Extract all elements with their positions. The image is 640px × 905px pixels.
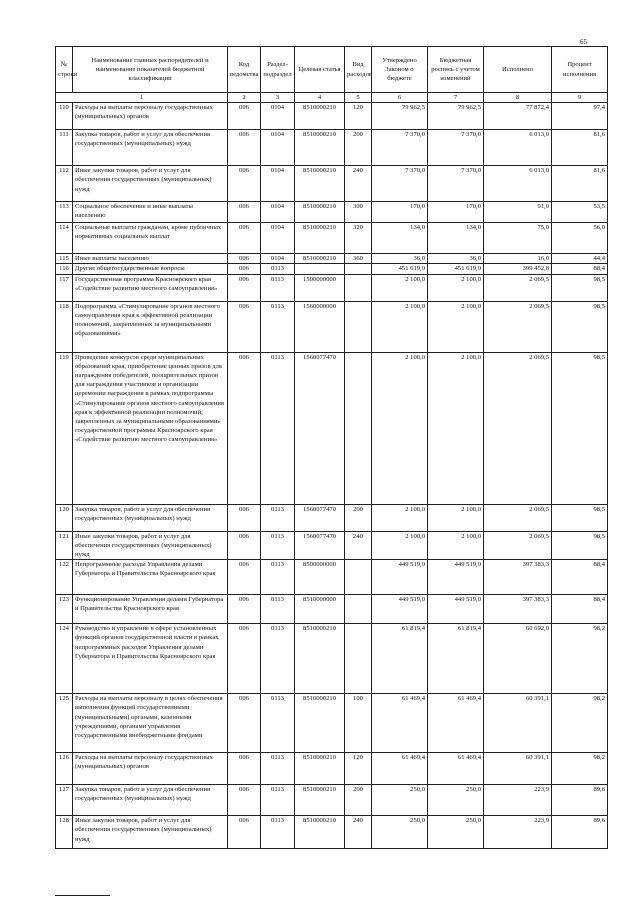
row-approved: 250,0 <box>372 816 428 849</box>
row-budget-schedule: 61 819,4 <box>428 624 484 694</box>
row-percent: 89,6 <box>552 816 608 849</box>
row-executed: 399 452,8 <box>484 264 552 274</box>
row-section: 0113 <box>261 753 295 785</box>
row-dept-code: 006 <box>228 103 261 130</box>
row-name: Закупка товаров, работ и услуг для обеспечения государственных (муниципальных) нужд <box>73 785 228 816</box>
row-percent: 98,2 <box>552 624 608 694</box>
row-percent: 98,5 <box>552 504 608 531</box>
row-target-item: 1560077470 <box>295 531 345 560</box>
row-name: Социальное обеспечение и иные выплаты населению <box>73 202 228 223</box>
row-percent: 98,5 <box>552 352 608 504</box>
table-row <box>56 274 608 301</box>
row-percent: 98,2 <box>552 753 608 785</box>
row-number: 112 <box>56 166 73 202</box>
row-expense-type: 200 <box>345 130 372 166</box>
row-target-item: 1560077470 <box>295 352 345 504</box>
row-name: Расходы на выплаты персоналу государственных (муниципальных) органов <box>73 753 228 785</box>
row-budget-schedule: 134,0 <box>428 223 484 254</box>
header-expense-type: Вид расходов <box>345 47 372 93</box>
row-section: 0113 <box>261 352 295 504</box>
row-number: 122 <box>56 560 73 595</box>
row-budget-schedule: 7 370,0 <box>428 130 484 166</box>
row-expense-type: 200 <box>345 785 372 816</box>
row-expense-type: 120 <box>345 753 372 785</box>
column-number: 9 <box>552 93 608 103</box>
row-name: Непрограммные расходы Управления делами Губернатора и Правительства Красноярского края <box>73 560 228 595</box>
row-name: Иные закупки товаров, работ и услуг для обеспечения государственных (муниципальных) нужд <box>73 531 228 560</box>
row-dept-code: 006 <box>228 301 261 352</box>
row-budget-schedule: 2 100,0 <box>428 531 484 560</box>
row-section: 0104 <box>261 202 295 223</box>
row-target-item: 1560000000 <box>295 301 345 352</box>
row-percent: 56,0 <box>552 223 608 254</box>
row-approved: 2 100,0 <box>372 301 428 352</box>
row-percent: 89,6 <box>552 785 608 816</box>
row-approved: 61 469,4 <box>372 694 428 753</box>
row-budget-schedule: 449 519,0 <box>428 595 484 624</box>
row-expense-type: 240 <box>345 531 372 560</box>
column-number: 2 <box>228 93 261 103</box>
row-target-item: 1500000000 <box>295 274 345 301</box>
row-approved: 36,0 <box>372 254 428 264</box>
row-percent: 98,5 <box>552 531 608 560</box>
row-dept-code: 006 <box>228 504 261 531</box>
row-number: 114 <box>56 223 73 254</box>
table-body <box>56 103 608 849</box>
row-percent: 88,4 <box>552 595 608 624</box>
row-budget-schedule: 2 100,0 <box>428 274 484 301</box>
row-name: Другие общегосударственные вопросы <box>73 264 228 274</box>
row-expense-type: 100 <box>345 694 372 753</box>
table-row <box>56 352 608 504</box>
row-expense-type <box>345 274 372 301</box>
row-number: 115 <box>56 254 73 264</box>
table-row <box>56 103 608 130</box>
row-percent: 44,4 <box>552 254 608 264</box>
row-expense-type: 320 <box>345 223 372 254</box>
row-dept-code: 006 <box>228 816 261 849</box>
row-approved: 451 619,0 <box>372 264 428 274</box>
row-name: Руководство и управление в сфере установленных функций органов государственной власти в рамках непрограммных расходов Управления делами Губернатора и Правительства Красноярского края <box>73 624 228 694</box>
row-name: Иные закупки товаров, работ и услуг для обеспечения государственных (муниципальных) нужд <box>73 816 228 849</box>
row-target-item: 8510000210 <box>295 223 345 254</box>
row-section: 0113 <box>261 816 295 849</box>
column-number: 6 <box>372 93 428 103</box>
row-name: Закупка товаров, работ и услуг для обеспечения государственных (муниципальных) нужд <box>73 130 228 166</box>
row-executed: 6 013,0 <box>484 166 552 202</box>
header-approved: Утверждено Законом о бюджете <box>372 47 428 93</box>
row-section: 0113 <box>261 274 295 301</box>
row-executed: 60 391,1 <box>484 753 552 785</box>
row-number: 123 <box>56 595 73 624</box>
table-row <box>56 504 608 531</box>
row-budget-schedule: 61 469,4 <box>428 753 484 785</box>
row-approved: 449 519,0 <box>372 560 428 595</box>
header-row <box>56 47 608 93</box>
row-target-item: 8510000210 <box>295 103 345 130</box>
row-target-item: 1560077470 <box>295 504 345 531</box>
row-name: Иные закупки товаров, работ и услуг для обеспечения государственных (муниципальных) нужд <box>73 166 228 202</box>
table-row <box>56 264 608 274</box>
row-executed: 60 391,1 <box>484 694 552 753</box>
row-section: 0113 <box>261 504 295 531</box>
row-dept-code: 006 <box>228 264 261 274</box>
row-percent: 98,5 <box>552 301 608 352</box>
row-expense-type: 240 <box>345 816 372 849</box>
row-dept-code: 006 <box>228 223 261 254</box>
row-approved: 2 100,0 <box>372 504 428 531</box>
row-expense-type: 240 <box>345 166 372 202</box>
table-row <box>56 595 608 624</box>
row-executed: 397 383,3 <box>484 560 552 595</box>
row-executed: 91,0 <box>484 202 552 223</box>
row-number: 113 <box>56 202 73 223</box>
row-section: 0113 <box>261 694 295 753</box>
row-executed: 60 692,0 <box>484 624 552 694</box>
row-dept-code: 006 <box>228 274 261 301</box>
table-row <box>56 223 608 254</box>
row-percent: 98,5 <box>552 274 608 301</box>
row-name: Расходы на выплаты персоналу в целях обеспечения выполнения функций государственными (муниципальными) органами, казенными учреждениями, органами управления государственными внебюджетными фондами <box>73 694 228 753</box>
table-row <box>56 753 608 785</box>
row-target-item: 8510000210 <box>295 816 345 849</box>
row-number: 117 <box>56 274 73 301</box>
row-section: 0104 <box>261 130 295 166</box>
row-number: 125 <box>56 694 73 753</box>
row-approved: 79 962,5 <box>372 103 428 130</box>
row-dept-code: 006 <box>228 624 261 694</box>
row-executed: 223,9 <box>484 816 552 849</box>
row-expense-type <box>345 264 372 274</box>
row-approved: 2 100,0 <box>372 274 428 301</box>
row-percent: 88,4 <box>552 264 608 274</box>
row-expense-type: 200 <box>345 504 372 531</box>
row-target-item <box>295 264 345 274</box>
row-executed: 2 069,5 <box>484 352 552 504</box>
row-dept-code: 006 <box>228 785 261 816</box>
row-section: 0113 <box>261 264 295 274</box>
row-approved: 170,0 <box>372 202 428 223</box>
row-approved: 134,0 <box>372 223 428 254</box>
row-dept-code: 006 <box>228 595 261 624</box>
row-approved: 61 819,4 <box>372 624 428 694</box>
row-target-item: 8510000210 <box>295 130 345 166</box>
column-number: 7 <box>428 93 484 103</box>
row-executed: 2 069,5 <box>484 301 552 352</box>
table-row <box>56 785 608 816</box>
row-section: 0113 <box>261 785 295 816</box>
row-dept-code: 006 <box>228 166 261 202</box>
row-name: Проведение конкурсов среди муниципальных образований края, приобретение ценных призов для награждения победителей, поощрительных призов для награждения участников и организации церемонии награждения в рамках подпрограммы «Стимулирование органов местного самоуправления края к эффективной реализации полномочий, закрепленных за муниципальными образованиями» государственной программы Красноярского края «Содействие развитию местного самоуправления» <box>73 352 228 504</box>
row-budget-schedule: 79 962,5 <box>428 103 484 130</box>
row-number: 121 <box>56 531 73 560</box>
header-percent: Процент исполнения <box>552 47 608 93</box>
row-name: Закупка товаров, работ и услуг для обеспечения государственных (муниципальных) нужд <box>73 504 228 531</box>
row-expense-type <box>345 301 372 352</box>
row-target-item: 8510000210 <box>295 202 345 223</box>
row-budget-schedule: 170,0 <box>428 202 484 223</box>
row-target-item: 8510000210 <box>295 254 345 264</box>
row-budget-schedule: 250,0 <box>428 785 484 816</box>
header-department-code: Код ведомства <box>228 47 261 93</box>
row-number: 111 <box>56 130 73 166</box>
row-approved: 2 100,0 <box>372 352 428 504</box>
row-target-item: 8510000000 <box>295 595 345 624</box>
row-number: 120 <box>56 504 73 531</box>
row-target-item: 8510000210 <box>295 166 345 202</box>
table-row <box>56 254 608 264</box>
row-section: 0113 <box>261 531 295 560</box>
row-target-item: 8510000210 <box>295 624 345 694</box>
row-expense-type: 120 <box>345 103 372 130</box>
header-executed: Исполнено <box>484 47 552 93</box>
row-section: 0113 <box>261 301 295 352</box>
row-number: 116 <box>56 264 73 274</box>
row-target-item: 8510000210 <box>295 753 345 785</box>
row-budget-schedule: 449 519,0 <box>428 560 484 595</box>
column-number: 5 <box>345 93 372 103</box>
row-name: Функционирование Управления делами Губернатора и Правительства Красноярского края <box>73 595 228 624</box>
table-row <box>56 166 608 202</box>
row-budget-schedule: 61 469,4 <box>428 694 484 753</box>
footer-rule <box>55 895 110 896</box>
row-approved: 7 370,0 <box>372 130 428 166</box>
row-target-item: 8500000000 <box>295 560 345 595</box>
table-row <box>56 694 608 753</box>
column-number: 3 <box>261 93 295 103</box>
row-number: 118 <box>56 301 73 352</box>
row-budget-schedule: 36,0 <box>428 254 484 264</box>
column-number: 4 <box>295 93 345 103</box>
row-number: 128 <box>56 816 73 849</box>
row-executed: 77 872,4 <box>484 103 552 130</box>
row-executed: 16,0 <box>484 254 552 264</box>
row-name: Иные выплаты населению <box>73 254 228 264</box>
row-approved: 7 370,0 <box>372 166 428 202</box>
row-percent: 53,5 <box>552 202 608 223</box>
row-number: 126 <box>56 753 73 785</box>
column-number: 1 <box>56 93 228 103</box>
header-budget-schedule: Бюджетная роспись с учетом изменений <box>428 47 484 93</box>
row-section: 0113 <box>261 624 295 694</box>
row-expense-type <box>345 352 372 504</box>
row-approved: 61 469,4 <box>372 753 428 785</box>
row-executed: 6 013,0 <box>484 130 552 166</box>
row-section: 0104 <box>261 166 295 202</box>
page-number: 65 <box>580 38 587 46</box>
row-executed: 2 069,5 <box>484 274 552 301</box>
row-budget-schedule: 451 619,0 <box>428 264 484 274</box>
budget-table <box>55 46 608 849</box>
row-name: Расходы на выплаты персоналу государственных (муниципальных) органов <box>73 103 228 130</box>
row-executed: 2 069,5 <box>484 531 552 560</box>
row-approved: 449 519,0 <box>372 595 428 624</box>
row-dept-code: 006 <box>228 694 261 753</box>
row-name: Государственная программа Красноярского края «Содействие развитию местного самоуправления» <box>73 274 228 301</box>
row-budget-schedule: 7 370,0 <box>428 166 484 202</box>
row-executed: 223,9 <box>484 785 552 816</box>
row-budget-schedule: 2 100,0 <box>428 504 484 531</box>
row-dept-code: 006 <box>228 130 261 166</box>
row-section: 0113 <box>261 595 295 624</box>
row-number: 110 <box>56 103 73 130</box>
row-expense-type <box>345 560 372 595</box>
row-target-item: 8510000210 <box>295 694 345 753</box>
row-section: 0113 <box>261 560 295 595</box>
header-target-item: Целевая статья <box>295 47 345 93</box>
row-executed: 2 069,5 <box>484 504 552 531</box>
row-budget-schedule: 2 100,0 <box>428 352 484 504</box>
row-number: 127 <box>56 785 73 816</box>
table-row <box>56 531 608 560</box>
row-percent: 81,6 <box>552 166 608 202</box>
row-dept-code: 006 <box>228 352 261 504</box>
row-name: Подпрограмма «Стимулирование органов местного самоуправления края к эффективной реализации полномочий, закрепленных за муниципальными образованиями» <box>73 301 228 352</box>
row-number: 119 <box>56 352 73 504</box>
header-row-number: № строки <box>56 47 73 93</box>
column-number-row <box>56 93 608 103</box>
table-row <box>56 816 608 849</box>
row-percent: 88,4 <box>552 560 608 595</box>
table-row <box>56 301 608 352</box>
column-number: 8 <box>484 93 552 103</box>
row-dept-code: 006 <box>228 202 261 223</box>
row-section: 0104 <box>261 103 295 130</box>
row-dept-code: 006 <box>228 560 261 595</box>
row-executed: 75,0 <box>484 223 552 254</box>
row-budget-schedule: 2 100,0 <box>428 301 484 352</box>
row-budget-schedule: 250,0 <box>428 816 484 849</box>
row-expense-type: 300 <box>345 202 372 223</box>
row-target-item: 8510000210 <box>295 785 345 816</box>
header-name: Наименование главных распорядителей и наименование показателей бюджетной классификации <box>73 47 228 93</box>
row-dept-code: 006 <box>228 753 261 785</box>
row-section: 0104 <box>261 254 295 264</box>
row-section: 0104 <box>261 223 295 254</box>
row-percent: 98,2 <box>552 694 608 753</box>
row-percent: 81,6 <box>552 130 608 166</box>
row-number: 124 <box>56 624 73 694</box>
header-section: Раздел-подраздел <box>261 47 295 93</box>
row-approved: 2 100,0 <box>372 531 428 560</box>
row-expense-type <box>345 624 372 694</box>
row-executed: 397 383,3 <box>484 595 552 624</box>
row-percent: 97,4 <box>552 103 608 130</box>
table-row <box>56 560 608 595</box>
row-dept-code: 006 <box>228 531 261 560</box>
table-row <box>56 624 608 694</box>
row-name: Социальные выплаты гражданам, кроме публичных нормативных социальных выплат <box>73 223 228 254</box>
table-row <box>56 130 608 166</box>
row-dept-code: 006 <box>228 254 261 264</box>
row-expense-type: 360 <box>345 254 372 264</box>
row-expense-type <box>345 595 372 624</box>
row-approved: 250,0 <box>372 785 428 816</box>
table-row <box>56 202 608 223</box>
